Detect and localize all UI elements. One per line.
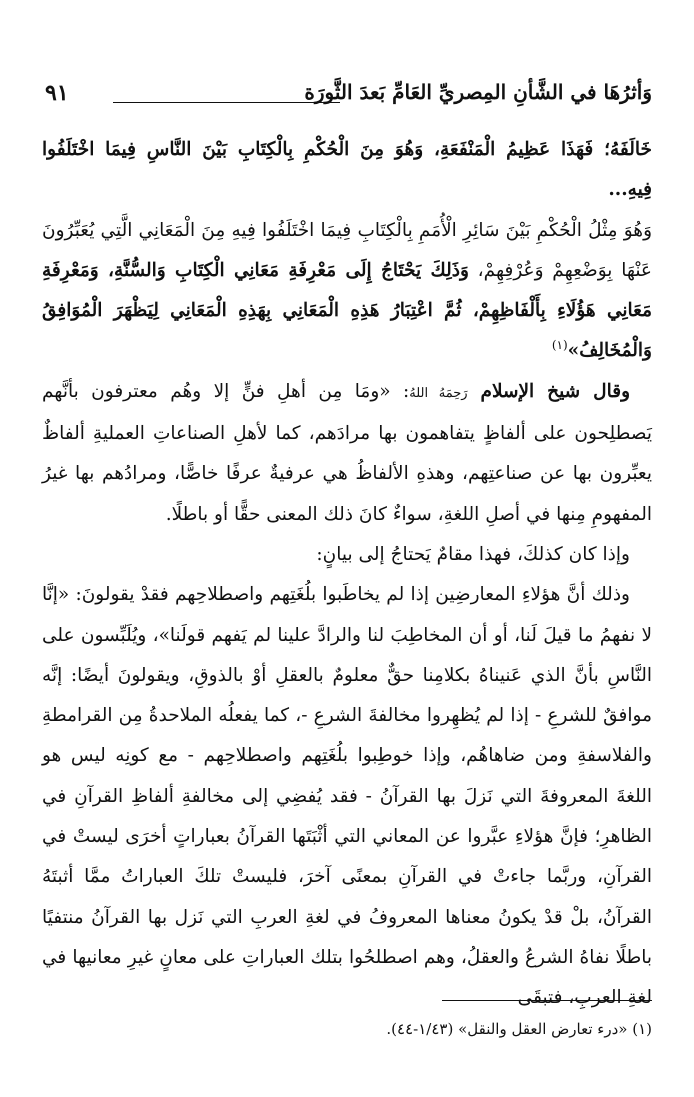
- paragraph-3-rest: : «ومَا مِن أهلِ فنٍّ إلا وهُم معترفون بأنَّهم يَصطلِحون على ألفاظٍ يتفاهمون بها مرادَهم، كما لأهلِ الصناعاتِ العمليةِ ألفاظٌ يعبِّرون بها عن صناعتِهم، وهذهِ الألفاظُ هي عرفيةٌ عرفًا خاصًّا، ومرادُهم بها غيرُ المفهومِ مِنها في أصلِ اللغةِ، سواءٌ كانَ ذلك المعنى حقًّا أو باطلًا.: [42, 380, 652, 525]
- paragraph-5-text: وذلك أنَّ هؤلاءِ المعارضِين إذا لم يخاطَبوا بلُغَتِهم واصطلاحِهم فقدْ يقولونَ: «إنَّا لا نفهمُ ما قيلَ لَنا، أو أن المخاطِبَ لنا والرادَّ علينا لم يَفهم قولَنا»، ويُلَبِّسون على النَّاسِ بأنَّ الذي عَنيناهُ بكلامِنا حقٌّ معلومٌ بالعقلِ أوْ بالذوقِ، ويقولونَ أيضًا: إنَّه موافقٌ للشرعِ - إذا لم يُظهِروا مخالفةَ الشرعِ -، كما يفعلُه الملاحدةُ مِن القرامطةِ والفلاسفةِ ومن ضاهاهُم، وإذا خوطِبوا بلُغَتِهم واصطلاحِهم - مع كونِه ليس هو اللغةَ المعروفةَ التي نَزلَ بها القرآنُ - فقد يُفضِي إلى مخالفةِ ألفاظِ القرآنِ في الظاهرِ؛ فإنَّ هؤلاءِ عبَّروا عن المعاني التي أثْبَتَها القرآنُ بعباراتٍ أخرَى ليستْ في القرآنِ، وربَّما جاءتْ في القرآنِ بمعنًى آخرَ، فليستْ تلكَ العباراتُ ممَّا أثبتَهُ القرآنُ، بلْ قدْ يكونُ معناها المعروفُ في لغةِ العربِ التي نَزل بها القرآنُ منتفيًا باطلًا نفاهُ الشرعُ والعقلُ، وهم اصطلحُوا بتلك العباراتِ على معانٍ غيرِ معانيها في لغةِ العربِ، فتبقَى: [42, 584, 652, 1009]
- body-text: [42, 130, 652, 1019]
- paragraph-2-part-b: وَذَلِكَ يَحْتَاجُ إِلَى مَعْرِفَةِ مَعَانِي الْكِتَابِ وَالسُّنَّةِ، وَمَعْرِفَةِ مَعَانِي هَؤُلَاءِ بِأَلْفَاظِهِمْ، ثُمَّ اعْتِبَارُ هَذِهِ الْمَعَانِي بِهَذِهِ الْمَعَانِي لِيَظْهَرَ الْمُوَافِقُ وَالْمُخَالِفُ»: [42, 259, 652, 362]
- running-title: وَأثرُهَا في الشَّأنِ المِصريِّ العَامِّ بَعدَ الثَّورَة: [304, 80, 652, 104]
- footnote: (١) «درء تعارض العقل والنقل» (١/٤٣-٤٤).: [386, 1020, 652, 1038]
- paragraph-3-lead: وقال شيخ الإسلام: [467, 380, 631, 402]
- paragraph-1-text: خَالَفَهُ؛ فَهَذَا عَظِيمُ الْمَنْفَعَةِ، وَهُوَ مِنَ الْحُكْمِ بِالْكِتَابِ بَيْنَ النَّاسِ فِيمَا اخْتَلَفُوا فِيهِ...: [42, 139, 652, 201]
- footnote-reference: (١): [551, 338, 568, 353]
- paragraph-5: [42, 575, 652, 1018]
- paragraph-3: [42, 372, 652, 535]
- page-header: [35, 60, 652, 122]
- paragraph-4-text: وإذا كان كذلكَ، فهذا مقامٌ يَحتاجُ إلى بيانٍ:: [316, 543, 630, 565]
- page-number: ٩١: [45, 80, 69, 106]
- header-rule: [113, 102, 340, 103]
- honorific: رَحِمَهُ اللهُ: [409, 385, 468, 401]
- paragraph-4: [42, 535, 652, 575]
- paragraph-2-part-a: وَهُوَ مِثْلُ الْحُكْمِ بَيْنَ سَائِرِ الْأُمَمِ بِالْكِتَابِ فِيمَا اخْتَلَفُوا فِيهِ مِنَ الْمَعَانِي الَّتِي يُعَبِّرُونَ عَنْهَا بِوَضْعِهِمْ وَعُرْفِهِمْ،: [42, 219, 652, 281]
- paragraph-2: [42, 211, 652, 372]
- paragraph-1: [42, 130, 652, 211]
- footnote-rule: [442, 1000, 652, 1001]
